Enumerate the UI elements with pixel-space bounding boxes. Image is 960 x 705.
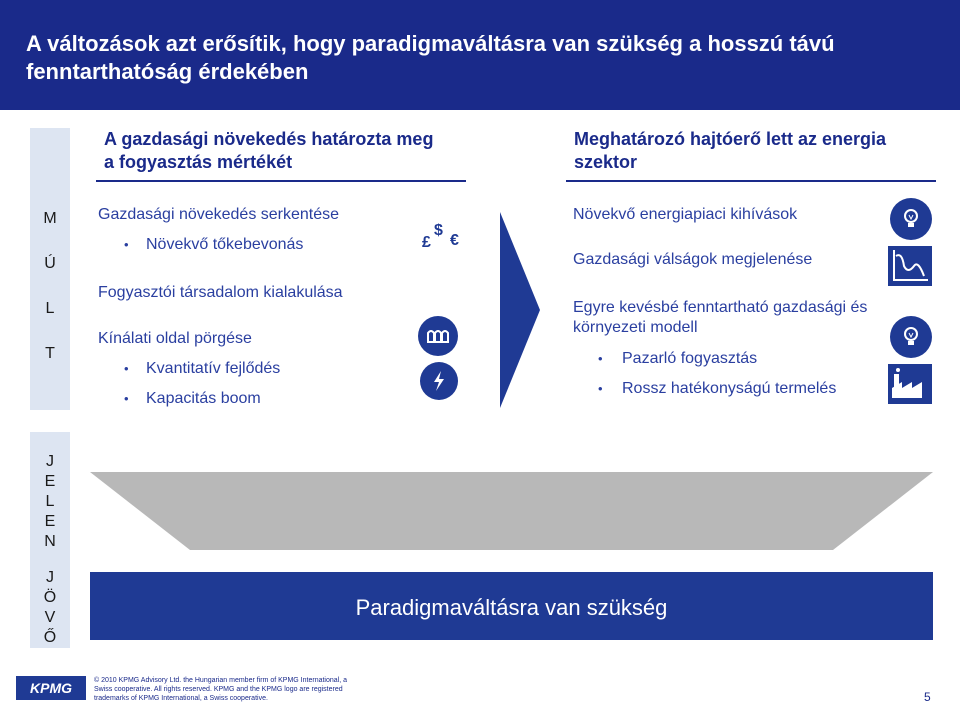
left-item: Kapacitás boom [146, 390, 261, 407]
right-heading: Meghatározó hajtóerő lett az energia szektor [574, 129, 887, 172]
declining-chart-icon [888, 246, 932, 286]
side-letter: L [45, 493, 55, 510]
lightning-icon [420, 362, 458, 400]
bullet-dot: • [124, 361, 129, 376]
footer-legal-text: © 2010 KPMG Advisory Ltd. the Hungarian member firm of KPMG International, a Swiss cooperative. All rights reserved. KPMG and the KPMG logo are registered trademarks of KPMG International, a Swiss cooperative. [94, 677, 347, 702]
left-item: Kvantitatív fejlődés [146, 360, 281, 377]
page-number: 5 [924, 690, 931, 704]
right-item: Egyre kevésbé fenntartható gazdasági és környezeti modell [573, 299, 868, 336]
slide-title: A változások azt erősítik, hogy paradigmaváltásra van szükség a hosszú távú fenntarthatóság érdekében [26, 31, 835, 84]
side-letter: L [45, 300, 55, 317]
left-heading: A gazdasági növekedés határozta meg a fogyasztás mértékét [104, 129, 434, 172]
side-letter: Ú [44, 255, 56, 272]
right-heading-rule [566, 180, 936, 182]
left-heading-rule [96, 180, 466, 182]
side-letter: Ő [43, 629, 57, 646]
side-letter: T [45, 345, 55, 362]
lightbulb-icon [890, 198, 932, 240]
left-item: Fogyasztói társadalom kialakulása [98, 284, 343, 301]
left-item: Növekvő tőkebevonás [146, 236, 304, 253]
side-letter: N [44, 533, 56, 550]
lightbulb-icon [890, 316, 932, 358]
side-letter: J [46, 453, 54, 470]
factory-roof-icon [418, 316, 458, 356]
side-letters-future [30, 452, 70, 648]
side-letter: M [43, 210, 57, 227]
kpmg-logo [16, 676, 86, 700]
bullet-dot: • [124, 237, 129, 252]
side-letter: E [44, 513, 56, 530]
kpmg-logo-text: KPMG [30, 680, 72, 696]
right-item: Pazarló fogyasztás [622, 350, 758, 367]
bullet-dot: • [598, 351, 603, 366]
paradigm-banner: Paradigmaváltásra van szükség [90, 572, 933, 640]
side-letter: Ö [43, 589, 57, 606]
bullet-dot: • [598, 381, 603, 396]
currency-icon [420, 218, 468, 258]
pound-symbol: £ [422, 234, 431, 251]
left-item: Kínálati oldal pörgése [98, 330, 252, 347]
right-item: Növekvő energiapiaci kihívások [573, 206, 798, 223]
side-letters-past [30, 210, 70, 390]
chevron-right-icon [500, 212, 540, 408]
right-item: Rossz hatékonyságú termelés [622, 380, 837, 397]
funnel-shape [90, 472, 933, 572]
dollar-symbol: $ [434, 222, 443, 239]
side-letter: J [46, 569, 54, 586]
left-item: Gazdasági növekedés serkentése [98, 206, 340, 223]
factory-icon [888, 364, 932, 404]
side-letter: E [44, 473, 56, 490]
right-item: Gazdasági válságok megjelenése [573, 251, 813, 268]
bullet-dot: • [124, 391, 129, 406]
euro-symbol: € [450, 232, 459, 249]
side-letter: V [44, 609, 56, 626]
